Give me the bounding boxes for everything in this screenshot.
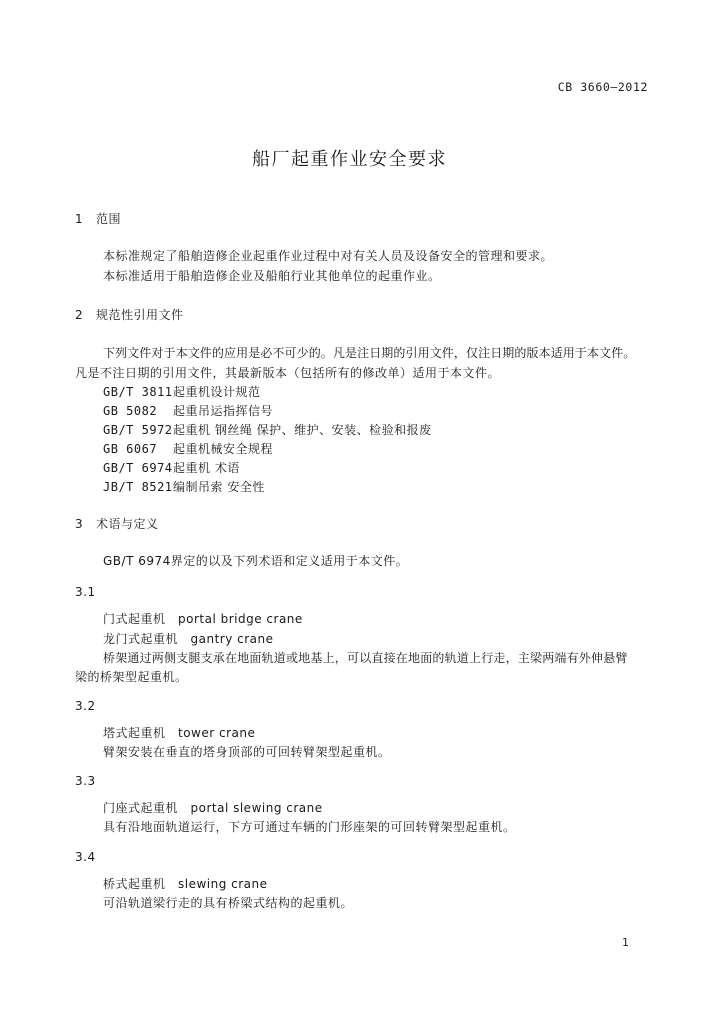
term-3-1-name: 门式起重机 portal bridge crane (103, 612, 303, 626)
reference-name: 起重机械安全规程 (173, 442, 274, 456)
section-2-number: 2 (75, 308, 84, 322)
reference-name: 起重机 钢丝绳 保护、维护、安装、检验和报废 (173, 423, 432, 437)
term-3-2-number: 3.2 (75, 699, 96, 713)
section-1-heading: 范围 (96, 212, 122, 226)
term-3-4-name: 桥式起重机 slewing crane (103, 877, 268, 891)
term-3-2-name: 塔式起重机 tower crane (103, 726, 256, 740)
term-3-3-definition: 具有沿地面轨道运行，下方可通过车辆的门形座架的可回转臂架型起重机。 (103, 820, 516, 834)
term-3-1-definition-line-1: 桥架通过两侧支腿支承在地面轨道或地基上，可以直接在地面的轨道上行走，主梁两端有外伸悬臂 (103, 651, 628, 665)
section-3-number: 3 (75, 517, 84, 531)
section-2-heading: 规范性引用文件 (96, 308, 184, 322)
section-2-intro-line-1: 下列文件对于本文件的应用是必不可少的。凡是注日期的引用文件，仅注日期的版本适用于本文件。 (103, 346, 636, 360)
section-3-intro: GB/T 6974界定的以及下列术语和定义适用于本文件。 (103, 554, 409, 568)
term-3-1-definition-line-2: 梁的桥架型起重机。 (75, 670, 188, 684)
section-1-number: 1 (75, 212, 84, 226)
section-1-paragraph-1: 本标准规定了船舶造修企业起重作业过程中对有关人员及设备安全的管理和要求。 (103, 249, 554, 263)
reference-code: JB/T 8521 (103, 480, 173, 494)
page-number: 1 (622, 936, 630, 949)
reference-code: GB/T 5972 (103, 423, 173, 437)
reference-name: 起重机 术语 (173, 461, 240, 475)
document-title: 船厂起重作业安全要求 (252, 149, 447, 170)
reference-code: GB 5082 (103, 404, 158, 418)
reference-code: GB/T 3811 (103, 385, 173, 399)
term-3-3-number: 3.3 (75, 774, 96, 788)
reference-code: GB/T 6974 (103, 461, 173, 475)
term-3-1-number: 3.1 (75, 585, 96, 599)
term-3-3-name: 门座式起重机 portal slewing crane (103, 801, 323, 815)
term-3-4-definition: 可沿轨道梁行走的具有桥梁式结构的起重机。 (103, 896, 354, 910)
reference-code: GB 6067 (103, 442, 158, 456)
term-3-2-definition: 臂架安装在垂直的塔身顶部的可回转臂架型起重机。 (103, 745, 391, 759)
standard-number: CB 3660—2012 (557, 80, 648, 94)
section-2-intro-line-2: 凡是不注日期的引用文件，其最新版本（包括所有的修改单）适用于本文件。 (75, 366, 501, 380)
term-3-1-synonym: 龙门式起重机 gantry crane (103, 632, 274, 646)
reference-name: 编制吊索 安全性 (173, 480, 265, 494)
section-3-heading: 术语与定义 (96, 517, 159, 531)
term-3-4-number: 3.4 (75, 850, 96, 864)
reference-name: 起重吊运指挥信号 (173, 404, 274, 418)
section-1-paragraph-2: 本标准适用于船舶造修企业及船舶行业其他单位的起重作业。 (103, 269, 441, 283)
reference-name: 起重机设计规范 (173, 385, 261, 399)
